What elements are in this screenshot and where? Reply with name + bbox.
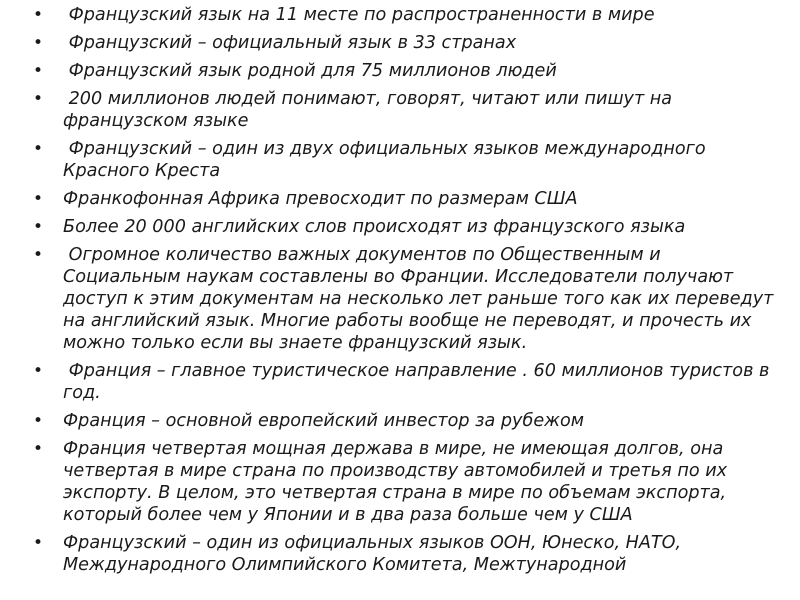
list-item-text: Французский язык родной для 75 миллионов людей — [63, 61, 557, 81]
list-item-text: Французский – один из официальных языков ООН, Юнеско, НАТО, Международного Олимпийского Комитета, Межтународной — [63, 533, 687, 575]
list-item — [0, 32, 800, 54]
list-item — [0, 244, 800, 354]
list-item-text: 200 миллионов людей понимают, говорят, читают или пишут на французском языке — [63, 89, 678, 131]
list-item — [0, 532, 800, 576]
list-item-text: Французский язык на 11 месте по распространенности в мире — [63, 5, 655, 25]
list-item — [0, 216, 800, 238]
list-item-text: Более 20 000 английских слов происходят из французского языка — [63, 217, 686, 237]
list-item-text: Франция – главное туристическое направление . 60 миллионов туристов в год. — [63, 361, 775, 403]
list-item — [0, 438, 800, 526]
list-item — [0, 410, 800, 432]
list-item-text: Французский – официальный язык в 33 странах — [63, 33, 517, 53]
list-item — [0, 138, 800, 182]
list-item — [0, 360, 800, 404]
list-item-text: Франкофонная Африка превосходит по размерам США — [63, 189, 578, 209]
list-item-text: Франция – основной европейский инвестор за рубежом — [63, 411, 585, 431]
list-item-text: Французский – один из двух официальных языков международного Красного Креста — [63, 139, 712, 181]
list-item — [0, 188, 800, 210]
list-item-text: Франция четвертая мощная держава в мире, не имеющая долгов, она четвертая в мире страна по производству автомобилей и третья по их экспорту. В целом, это четвертая страна в мире по объемам экспорта, который более чем у Японии и в два раза больше чем у США — [63, 439, 733, 525]
bullet-list — [0, 4, 800, 582]
list-item — [0, 60, 800, 82]
list-item — [0, 88, 800, 132]
list-item — [0, 4, 800, 26]
list-item-text: Огромное количество важных документов по Общественным и Социальным наукам составлены во Франции. Исследователи получают доступ к этим документам на несколько лет раньше того как их переведут на английский язык. Многие работы вообще не переводят, и прочесть их можно только если вы знаете французский язык. — [63, 245, 779, 353]
